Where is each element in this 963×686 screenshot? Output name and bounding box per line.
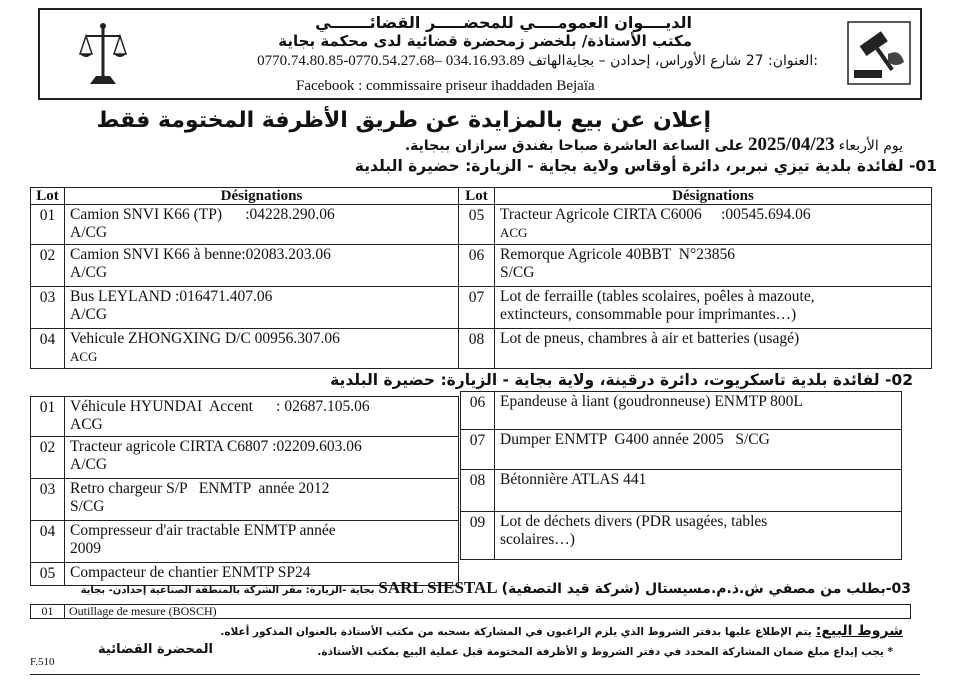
designation-line: Epandeuse à liant (goudronneuse) ENMTP 800L xyxy=(500,393,803,410)
designation-line: ACG xyxy=(70,349,98,364)
lot-number: 07 xyxy=(459,287,495,329)
header-address-line xyxy=(257,53,818,70)
header-box xyxy=(38,8,922,100)
designation-line: extincteurs, consommable pour imprimantes…) xyxy=(500,306,797,323)
designation-line: Tracteur Agricole CIRTA C6006 :00545.694.06 xyxy=(500,206,811,223)
table-row xyxy=(31,605,911,619)
auction-date: 2025/04/23 xyxy=(748,134,835,155)
lot-number: 03 xyxy=(31,479,65,521)
announcement-title: إعلان عن بيع بالمزايدة عن طريق الأظرفة المختومة فقط xyxy=(96,108,711,133)
designation-line: Camion SNVI K66 à benne:02083.203.06 xyxy=(70,246,331,263)
header-title: الديــــوان العمومــــي للمحضـــــر القضائـــــــي xyxy=(315,13,692,32)
lot-designation xyxy=(495,470,902,512)
designation-line: Bus LEYLAND :016471.407.06 xyxy=(70,288,273,305)
form-reference: F.510 xyxy=(30,656,55,668)
lot-designation xyxy=(65,521,459,563)
bottom-rule xyxy=(30,674,920,675)
header-address: العنوان: 27 شارع الأوراس، إحدادن – بجايةالهاتف: xyxy=(528,53,818,69)
company-name: SARL SIESTAL xyxy=(378,578,498,597)
designation-line: scolaires…) xyxy=(500,531,575,548)
designation-line: 2009 xyxy=(70,540,101,557)
lot-designation xyxy=(65,397,459,437)
col-lot-header: Lot xyxy=(31,188,65,205)
section3-heading xyxy=(81,578,911,598)
table-row xyxy=(461,430,902,470)
lot-designation: Outillage de mesure (BOSCH) xyxy=(65,605,911,619)
announcement-date-line xyxy=(405,134,903,156)
conditions-line1 xyxy=(220,622,903,640)
header-phones: 0770.74.80.85-0770.54.27.68– 034.16.93.89 xyxy=(257,53,525,69)
lot-designation xyxy=(65,287,459,329)
table-row xyxy=(31,479,459,521)
section2-heading: 02- لفائدة بلدية تاسكريوت، دائرة درقينة، ولاية بجاية - الزيارة: حضيرة البلدية xyxy=(330,371,913,389)
scales-of-justice-icon xyxy=(78,20,128,88)
lot-number: 01 xyxy=(31,205,65,245)
lot-designation xyxy=(495,392,902,430)
designation-line: Retro chargeur S/P ENMTP année 2012 xyxy=(70,480,330,497)
auction-gavel-icon xyxy=(844,18,912,88)
designation-line: A/CG xyxy=(70,306,108,323)
section3-heading-part2: بجاية -الزيارة: مقر الشركة بالمنطقة الصناعية إحدادن- بجاية xyxy=(80,585,375,596)
designation-line: A/CG xyxy=(70,456,108,473)
designation-line: Lot de déchets divers (PDR usagées, tables xyxy=(500,513,768,530)
lot-number: 01 xyxy=(31,397,65,437)
date-suffix: على الساعة العاشرة صباحا بفندق سرازان ببجاية. xyxy=(404,138,745,154)
lot-designation xyxy=(65,205,459,245)
table-row xyxy=(31,397,459,437)
designation-line: Bétonnière ATLAS 441 xyxy=(500,471,647,488)
designation-line: Lot de ferraille (tables scolaires, poêles à mazoute, xyxy=(500,288,815,305)
section2-right-table xyxy=(460,391,902,560)
table-row xyxy=(461,392,902,430)
lot-designation xyxy=(495,512,902,560)
designation-line: ACG xyxy=(500,225,528,240)
table-row xyxy=(31,287,932,329)
designation-line: Vehicule ZHONGXING D/C 00956.307.06 xyxy=(70,330,340,347)
table-row xyxy=(461,470,902,512)
lot-designation xyxy=(65,245,459,287)
table-row xyxy=(31,437,459,479)
lot-number: 09 xyxy=(461,512,495,560)
lot-designation xyxy=(495,329,932,369)
table-row xyxy=(31,521,459,563)
lot-number: 01 xyxy=(31,605,65,619)
lot-number: 03 xyxy=(31,287,65,329)
lot-designation xyxy=(65,479,459,521)
lot-number: 02 xyxy=(31,437,65,479)
lot-number: 08 xyxy=(459,329,495,369)
designation-line: Remorque Agricole 40BBT N°23856 xyxy=(500,246,735,263)
section1-heading: 01- لفائدة بلدية تيزي نبربر، دائرة أوقاس ولاية بجاية - الزيارة: حضيرة البلدية xyxy=(354,157,937,175)
lot-number: 04 xyxy=(31,521,65,563)
lot-designation xyxy=(495,430,902,470)
lot-number: 05 xyxy=(459,205,495,245)
col-designations-header: Désignations xyxy=(65,188,459,205)
signature: المحضرة القضائية xyxy=(98,642,213,657)
table-row xyxy=(31,329,932,369)
lot-designation xyxy=(65,437,459,479)
designation-line: Compresseur d'air tractable ENMTP année xyxy=(70,522,336,539)
designation-line: A/CG xyxy=(70,224,108,241)
table-row xyxy=(31,205,932,245)
conditions-text: يتم الإطلاع عليها بدفتر الشروط الذي يلزم الراغبون في المشاركة بسحبه من مكتب الأستاذة بالعنوان المذكور أعلاه. xyxy=(220,626,812,638)
section2-left-table xyxy=(30,396,459,586)
section1-table xyxy=(30,187,932,369)
lot-number: 08 xyxy=(461,470,495,512)
lot-number: 02 xyxy=(31,245,65,287)
header-office: مكتب الأستاذة/ بلخضر زمحضرة قضائية لدى محكمة بجاية xyxy=(278,32,692,50)
date-prefix: يوم الأربعاء xyxy=(838,138,903,154)
lot-number: 06 xyxy=(459,245,495,287)
lot-number: 05 xyxy=(31,563,65,586)
lot-designation xyxy=(495,245,932,287)
lot-number: 06 xyxy=(461,392,495,430)
designation-line: Tracteur agricole CIRTA C6807 :02209.603.06 xyxy=(70,438,362,455)
designation-line: Lot de pneus, chambres à air et batteries (usagé) xyxy=(500,330,800,347)
designation-line: Véhicule HYUNDAI Accent : 02687.105.06 xyxy=(70,398,370,415)
section3-heading-part1: 03-بطلب من مصفي ش.ذ.م.مسيستال (شركة قيد التصفية) xyxy=(501,581,911,597)
lot-designation xyxy=(495,287,932,329)
facebook-link[interactable]: Facebook : commissaire priseur ihaddaden Bejaïa xyxy=(296,78,595,94)
conditions-line2: * يجب إيداع مبلغ ضمان المشاركة المحدد في دفتر الشروط و الأظرفة المختومة قبل عملية البيع بمكتب الأستاذة. xyxy=(317,646,893,658)
lot-designation xyxy=(495,205,932,245)
col-lot-header: Lot xyxy=(459,188,495,205)
lot-number: 04 xyxy=(31,329,65,369)
lot-number: 07 xyxy=(461,430,495,470)
table-row xyxy=(31,245,932,287)
col-designations-header: Désignations xyxy=(495,188,932,205)
designation-line: Dumper ENMTP G400 année 2005 S/CG xyxy=(500,431,770,448)
lot-designation xyxy=(65,329,459,369)
designation-line: A/CG xyxy=(70,264,108,281)
designation-line: ACG xyxy=(70,416,103,433)
designation-line: Compacteur de chantier ENMTP SP24 xyxy=(70,564,311,581)
section3-table xyxy=(30,604,911,619)
table-row xyxy=(461,512,902,560)
designation-line: Camion SNVI K66 (TP) :04228.290.06 xyxy=(70,206,335,223)
conditions-label: شروط البيع: xyxy=(815,623,903,639)
table-header-row xyxy=(31,188,932,205)
designation-line: S/CG xyxy=(500,264,535,281)
designation-line: S/CG xyxy=(70,498,105,515)
